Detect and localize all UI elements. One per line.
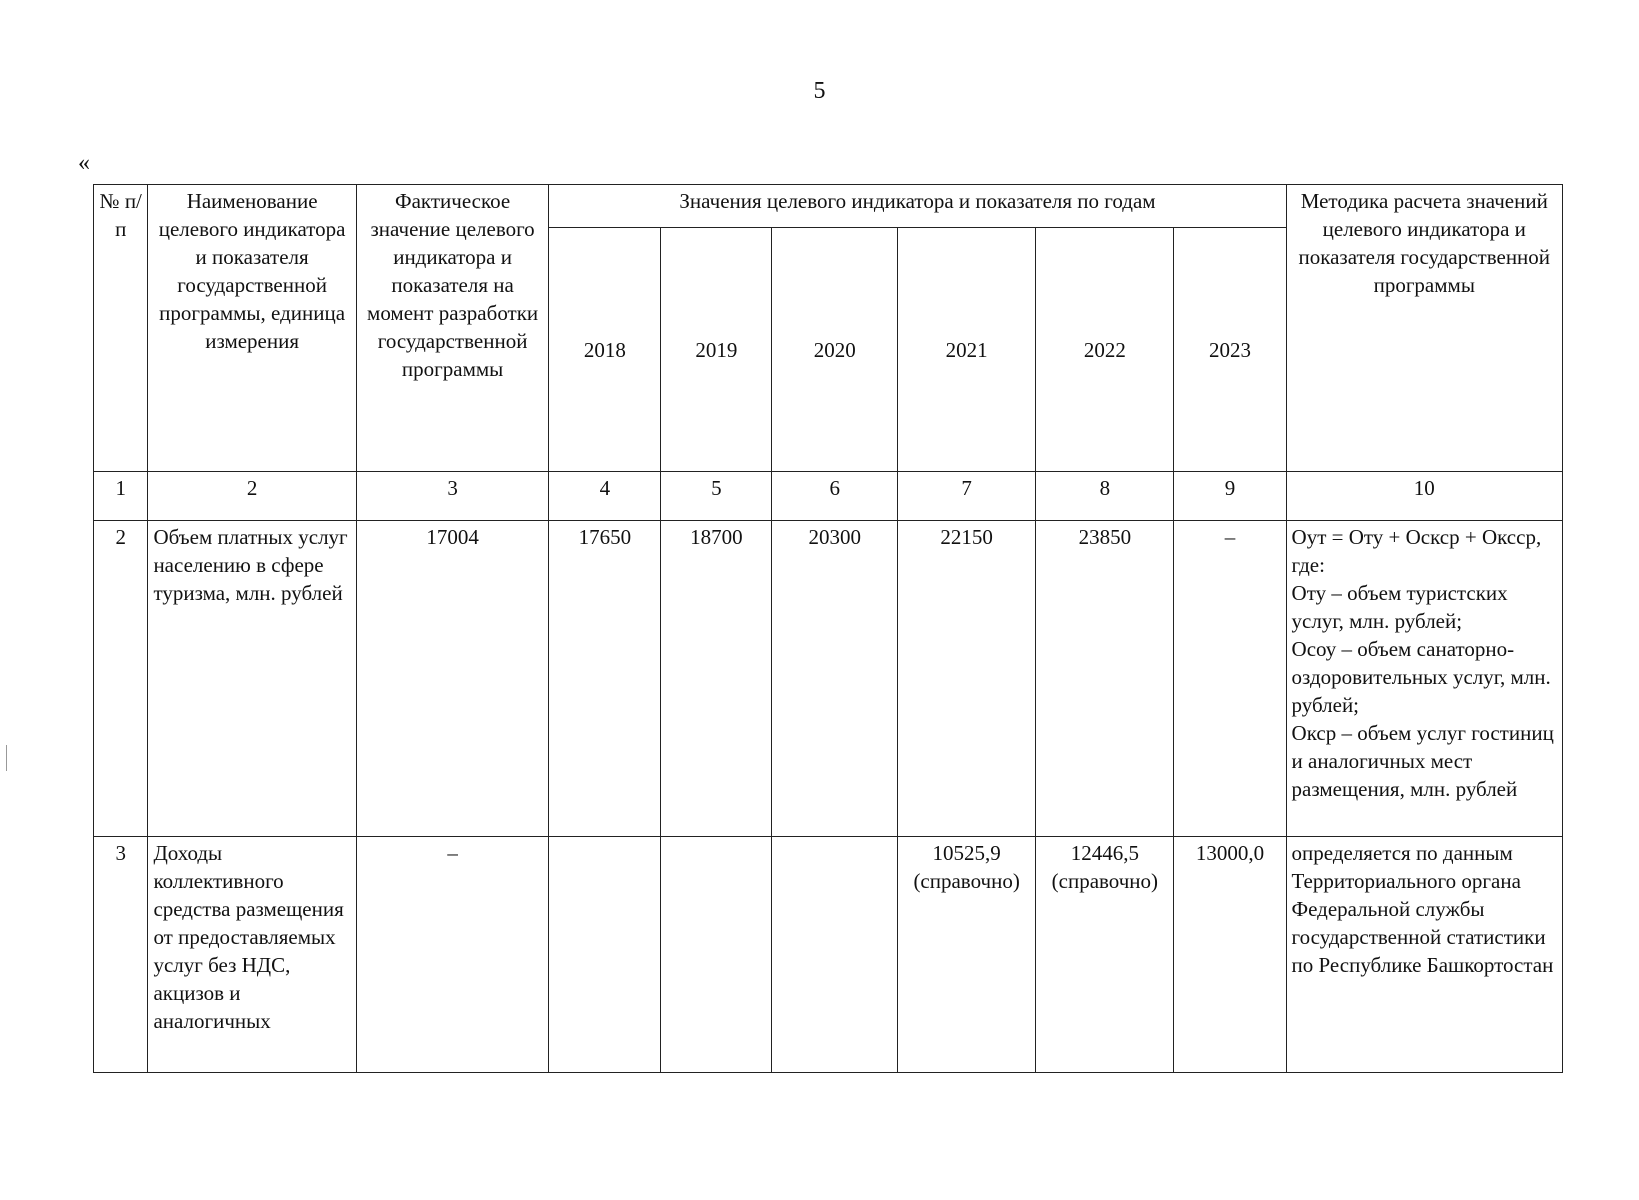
header-year-2020: 2020	[772, 228, 898, 472]
row-number: 2	[94, 521, 148, 837]
column-number: 1	[94, 472, 148, 521]
header-years-group: Значения целевого индикатора и показателя по годам	[549, 185, 1286, 228]
value-amount: 10525,9	[932, 841, 1001, 865]
calculation-method: определяется по данным Территориального органа Федеральной службы государственной статистики по Республике Башкортостан	[1286, 837, 1562, 1073]
header-year-2021: 2021	[898, 228, 1036, 472]
column-number: 4	[549, 472, 661, 521]
value-2022: 23850	[1036, 521, 1174, 837]
header-actual: Фактическое значение целевого индикатора и показателя на момент разработки государственной программы	[356, 185, 549, 472]
calculation-method: Оут = Оту + Оскср + Оксcр, где: Оту – объем туристских услуг, млн. рублей; Осоу – объем санаторно-оздоровительных услуг, млн. рублей; Окср – объем услуг гостиниц и аналогичных мест размещения, млн. рублей	[1286, 521, 1562, 837]
value-2020	[772, 837, 898, 1073]
value-2021	[898, 837, 1036, 1073]
column-number: 2	[148, 472, 356, 521]
header-year-2019: 2019	[661, 228, 772, 472]
column-number-row	[94, 472, 1563, 521]
value-2023: 13000,0	[1174, 837, 1286, 1073]
row-number: 3	[94, 837, 148, 1073]
value-2018: 17650	[549, 521, 661, 837]
value-2020: 20300	[772, 521, 898, 837]
header-year-2022: 2022	[1036, 228, 1174, 472]
table-row	[94, 837, 1563, 1073]
indicator-name: Объем платных услуг населению в сфере туризма, млн. рублей	[148, 521, 356, 837]
column-number: 8	[1036, 472, 1174, 521]
value-2018	[549, 837, 661, 1073]
header-method: Методика расчета значений целевого индикатора и показателя государственной программы	[1286, 185, 1562, 472]
header-year-2023: 2023	[1174, 228, 1286, 472]
column-number: 6	[772, 472, 898, 521]
value-amount: 12446,5	[1070, 841, 1139, 865]
value-2021: 22150	[898, 521, 1036, 837]
indicators-table	[93, 184, 1563, 1073]
value-note: (справочно)	[913, 869, 1020, 893]
value-note: (справочно)	[1051, 869, 1159, 893]
column-number: 3	[356, 472, 549, 521]
column-number: 10	[1286, 472, 1562, 521]
column-number: 5	[661, 472, 772, 521]
column-number: 7	[898, 472, 1036, 521]
header-name: Наименование целевого индикатора и показателя государственной программы, единица измерения	[148, 185, 356, 472]
page-number: 5	[813, 78, 826, 104]
actual-value: –	[356, 837, 549, 1073]
value-2022	[1036, 837, 1174, 1073]
table-row	[94, 521, 1563, 837]
header-no: № п/п	[94, 185, 148, 472]
opening-quote: «	[78, 150, 90, 176]
value-2019: 18700	[661, 521, 772, 837]
header-row-1	[94, 185, 1563, 228]
header-year-2018: 2018	[549, 228, 661, 472]
value-2019	[661, 837, 772, 1073]
value-2023: –	[1174, 521, 1286, 837]
indicator-name: Доходы коллективного средства размещения от предоставляемых услуг без НДС, акцизов и аналогичных	[148, 837, 356, 1073]
column-number: 9	[1174, 472, 1286, 521]
actual-value: 17004	[356, 521, 549, 837]
scan-artifact	[6, 745, 7, 771]
